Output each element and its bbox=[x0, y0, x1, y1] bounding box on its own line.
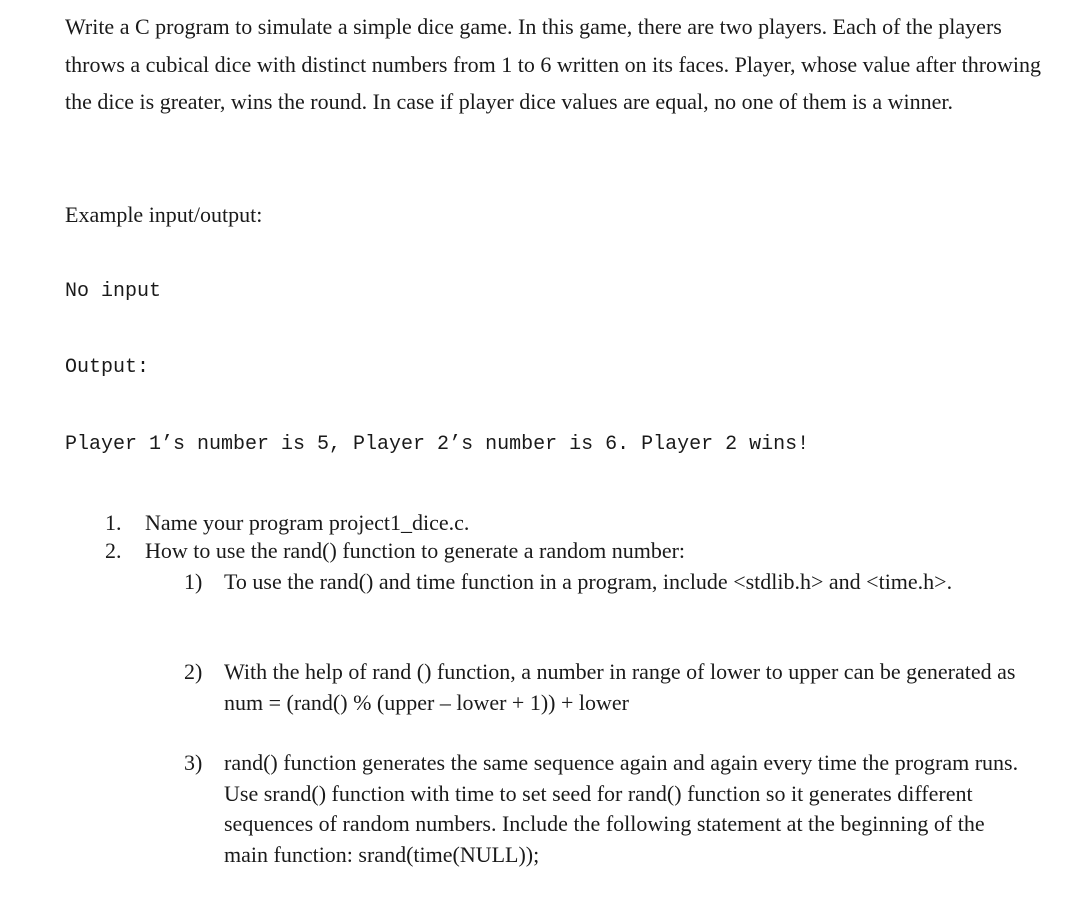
sub-item bbox=[184, 567, 1024, 598]
output-label: Output: bbox=[65, 356, 150, 379]
sub-item bbox=[184, 748, 1024, 870]
sub-item-number: 2) bbox=[184, 659, 203, 684]
note-number: 2. bbox=[105, 538, 122, 563]
example-heading: Example input/output: bbox=[65, 202, 263, 227]
note-text: How to use the rand() function to generate a random number: bbox=[145, 538, 686, 563]
note-text: Name your program project1_dice.c. bbox=[145, 510, 470, 535]
sub-item bbox=[184, 657, 1024, 718]
note-number: 1. bbox=[105, 510, 122, 535]
sub-item-number: 1) bbox=[184, 569, 203, 594]
sub-item-text: With the help of rand () function, a number in range of lower to upper can be generated as num = (rand() % (upper – lower + 1)) + lower bbox=[224, 659, 1016, 715]
intro-paragraph: Write a C program to simulate a simple dice game. In this game, there are two players. Each of the players throws a cubical dice with distinct numbers from 1 to 6 written on its faces. Player, whose value after throwing the dice is greater, wins the round. In case if player dice values are equal, no one of them is a winner. bbox=[65, 14, 1042, 114]
output-sample-text: Player 1’s number is 5, Player 2’s number is 6. Player 2 wins! bbox=[65, 433, 810, 456]
note-item bbox=[105, 537, 685, 565]
example-input-text: No input bbox=[65, 280, 162, 303]
sub-item-text: rand() function generates the same sequence again and again every time the program runs. Use srand() function with time to set seed for rand() function so it generates different sequences of random numbers. Include the following statement at the beginning of the main function: srand(time(NULL)); bbox=[224, 750, 1019, 867]
note-item bbox=[105, 509, 469, 537]
sub-item-text: To use the rand() and time function in a program, include <stdlib.h> and <time.h>. bbox=[224, 569, 953, 594]
sub-item-number: 3) bbox=[184, 750, 203, 775]
